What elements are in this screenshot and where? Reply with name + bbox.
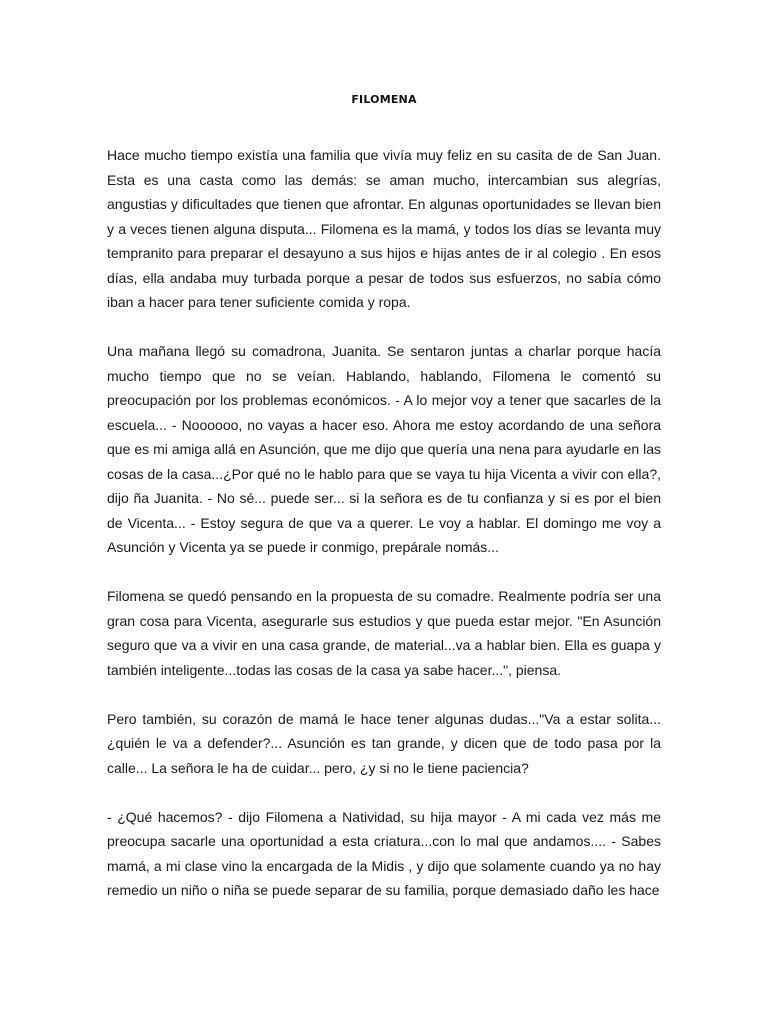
paragraph-3: Filomena se quedó pensando en la propuesta de su comadre. Realmente podría ser una gran cosa para Vicenta, asegurarle sus estudios y que pueda estar mejor. "En Asunción seguro que va a vivir en una casa grande, de material...va a hablar bien. Ella es guapa y también inteligente...todas las cosas de la casa ya sabe hacer...", piensa. <box>107 588 661 678</box>
paragraph-5: - ¿Qué hacemos? - dijo Filomena a Natividad, su hija mayor - A mi cada vez más me preocupa sacarle una oportunidad a esta criatura...con lo mal que andamos.... - Sabes mamá, a mi clase vino la encargada de la Midis , y dijo que solamente cuando ya no hay remedio un niño o niña se puede separar de su familia, porque demasiado daño les hace <box>107 808 661 898</box>
paragraph-4: Pero también, su corazón de mamá le hace tener algunas dudas..."Va a estar solita... ¿quién le va a defender?... Asunción es tan grande, y dicen que de todo pasa por la calle... La señora le ha de cuidar... pero, ¿y si no le tiene paciencia? <box>107 710 661 776</box>
document-body <box>107 143 661 927</box>
paragraph-2: Una mañana llegó su comadrona, Juanita. Se sentaron juntas a charlar porque hacía mucho tiempo que no se veían. Hablando, hablando, Filomena le comentó su preocupación por los problemas económicos. - A lo mejor voy a tener que sacarles de la escuela... - Noooooo, no vayas a hacer eso. Ahora me estoy acordando de una señora que es mi amiga allá en Asunción, que me dijo que quería una nena para ayudarle en las cosas de la casa...¿Por qué no le hablo para que se vaya tu hija Vicenta a vivir con ella?, dijo ña Juanita. - No sé... puede ser... si la señora es de tu confianza y si es por el bien de Vicenta... - Estoy segura de que va a querer. Le voy a hablar. El domingo me voy a Asunción y Vicenta ya se puede ir conmigo, prepárale nomás... <box>107 343 661 555</box>
document-title: FILOMENA <box>351 93 417 106</box>
paragraph-1: Hace mucho tiempo existía una familia que vivía muy feliz en su casita de de San Juan. Esta es una casta como las demás: se aman mucho, intercambian sus alegrías, angustias y dificultades que tienen que afrontar. En algunas oportunidades se llevan bien y a veces tienen alguna disputa... Filomena es la mamá, y todos los días se levanta muy tempranito para preparar el desayuno a sus hijos e hijas antes de ir al colegio . En esos días, ella andaba muy turbada porque a pesar de todos sus esfuerzos, no sabía cómo iban a hacer para tener suficiente comida y ropa. <box>107 147 661 310</box>
